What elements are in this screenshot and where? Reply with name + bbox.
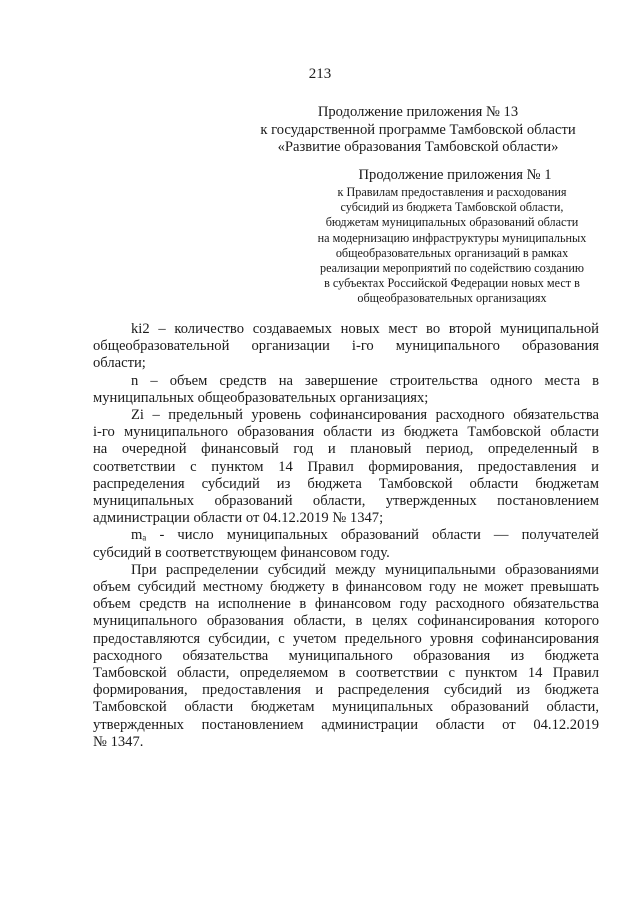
sub-appendix-line: реализации мероприятий по содействию созданию <box>319 261 585 276</box>
paragraph-line: Тамбовской области бюджетам муниципальных образований области, <box>93 699 599 716</box>
paragraph-line: соответствии с пунктом 14 Правил формирования, предоставления и <box>93 458 599 475</box>
paragraph-line: субсидий в соответствующем финансовом году. <box>93 544 390 561</box>
body-paragraph <box>93 527 599 561</box>
sub-appendix-description <box>300 185 604 307</box>
sub-appendix-line: общеобразовательных организаций в рамках <box>335 245 569 260</box>
paragraph-line: расходного обязательства муниципального образования из бюджета <box>93 647 599 664</box>
paragraph-line: Тамбовской области, определяемом в соответствии с пунктом 14 Правил <box>93 665 599 682</box>
appendix-header-line: Продолжение приложения № 13 <box>317 104 519 120</box>
sub-appendix-line: общеобразовательных организациях <box>357 291 547 306</box>
paragraph-line: При распределении субсидий между муниципальными образованиями <box>131 561 599 578</box>
paragraph-line: предоставляются субсидии, с учетом предельного уровня софинансирования <box>93 630 599 647</box>
paragraph-line: муниципальных образований области, утвержденных постановлением <box>93 493 599 510</box>
paragraph-line: i-го муниципального образования области из бюджета Тамбовской области <box>93 424 599 441</box>
appendix-header-line: «Развитие образования Тамбовской области» <box>277 139 559 155</box>
paragraph-line: распределения субсидий из бюджета Тамбовской области бюджетам <box>93 475 599 492</box>
paragraph-line: утвержденных постановлением администрации области от 04.12.2019 <box>93 716 599 733</box>
sub-appendix-line: к Правилам предоставления и расходования <box>337 185 567 199</box>
appendix-header-line: к государственной программе Тамбовской области <box>260 121 576 138</box>
paragraph-line: муниципального образования области, в целях софинансирования которого <box>93 613 599 630</box>
paragraph-line: муниципальных общеобразовательных организациях; <box>93 389 429 406</box>
paragraph-line: объем субсидий местному бюджету в финансовом году не может превышать <box>93 579 599 596</box>
appendix-header <box>232 104 604 157</box>
sub-appendix-line: бюджетам муниципальных образований области <box>325 215 579 230</box>
paragraph-line: общеобразовательной организации i-го муниципального образования <box>93 338 599 355</box>
page-number: 213 <box>308 66 332 82</box>
paragraph-line: mₐ - число муниципальных образований области — получателей <box>131 527 599 544</box>
sub-appendix-title: Продолжение приложения № 1 <box>358 167 552 183</box>
paragraph-line: формирования, предоставления и распределения субсидий из бюджета <box>93 682 599 699</box>
sub-appendix-line: в субъектах Российской Федерации новых мест в <box>324 276 580 291</box>
body-text <box>93 321 599 751</box>
paragraph-line: ki2 – количество создаваемых новых мест во второй муниципальной <box>131 321 599 337</box>
body-paragraph <box>93 321 599 373</box>
paragraph-line: n – объем средств на завершение строительства одного места в <box>131 372 599 389</box>
paragraph-line: № 1347. <box>93 733 144 750</box>
paragraph-line: объем средств на исполнение в финансовом году расходного обязательства <box>93 596 599 613</box>
sub-appendix-line: на модернизацию инфраструктуры муниципальных <box>317 230 587 245</box>
sub-appendix-line: субсидий из бюджета Тамбовской области, <box>340 200 564 215</box>
paragraph-line: на очередной финансовый год и плановый период, определенный в <box>93 441 599 458</box>
body-paragraph <box>93 407 599 527</box>
paragraph-line: администрации области от 04.12.2019 № 1347; <box>93 510 384 527</box>
paragraph-line: Zi – предельный уровень софинансирования расходного обязательства <box>131 407 599 424</box>
paragraph-line: области; <box>93 355 146 372</box>
body-paragraph <box>93 373 599 407</box>
body-paragraph <box>93 562 599 751</box>
